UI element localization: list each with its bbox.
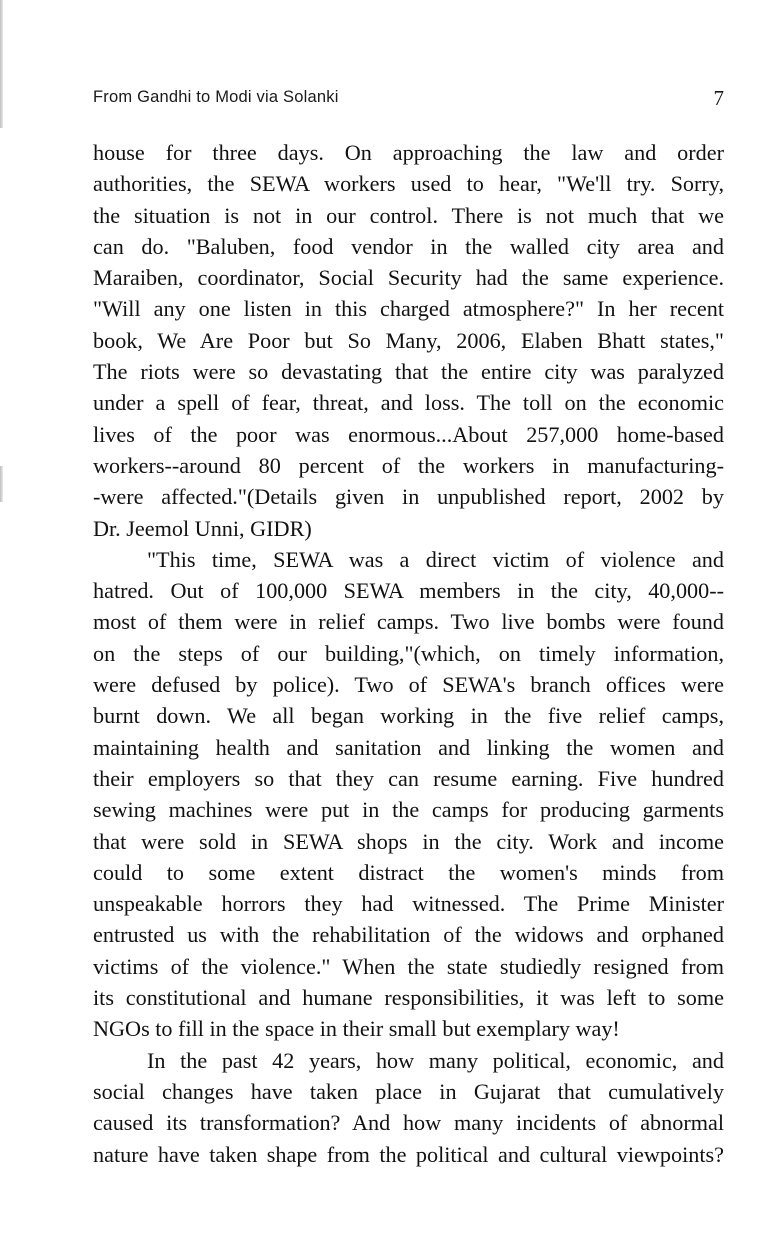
text-line: most of them were in relief camps. Two live bombs were found — [93, 609, 724, 635]
text-line: maintaining health and sanitation and linking the women and — [93, 734, 724, 760]
text-line: house for three days. On approaching the law and order — [93, 140, 724, 165]
text-line: victims of the violence." When the state studiedly resigned from — [93, 953, 724, 979]
text-line: burnt down. We all began working in the five relief camps, — [93, 703, 724, 729]
paragraph-3 — [93, 1045, 724, 1170]
text-line: can do. "Baluben, food vendor in the walled city area and — [93, 233, 724, 259]
text-line: workers--around 80 percent of the workers in manufacturing- — [93, 452, 724, 478]
text-line: the situation is not in our control. There is not much that we — [93, 202, 724, 228]
paragraph-2 — [93, 544, 724, 1045]
text-line: on the steps of our building,"(which, on timely information, — [93, 640, 724, 666]
text-line: unspeakable horrors they had witnessed. The Prime Minister — [93, 891, 724, 917]
text-line: that were sold in SEWA shops in the city. Work and income — [93, 828, 724, 854]
text-line: The riots were so devastating that the entire city was paralyzed — [93, 359, 724, 385]
page-edge-shadow-top — [0, 0, 3, 128]
text-line: were defused by police). Two of SEWA's branch offices were — [93, 672, 724, 698]
text-line: could to some extent distract the women's minds from — [93, 859, 724, 885]
text-line: hatred. Out of 100,000 SEWA members in the city, 40,000-- — [93, 578, 724, 604]
text-line: -were affected."(Details given in unpublished report, 2002 by — [93, 484, 724, 510]
text-line: Maraiben, coordinator, Social Security had the same experience. — [93, 265, 724, 291]
text-line: lives of the poor was enormous...About 257,000 home-based — [93, 421, 724, 447]
text-line: their employers so that they can resume earning. Five hundred — [93, 765, 724, 791]
text-line: "Will any one listen in this charged atmosphere?" In her recent — [93, 296, 724, 322]
text-line: authorities, the SEWA workers used to hear, "We'll try. Sorry, — [93, 171, 724, 197]
paragraph-1 — [93, 137, 724, 544]
text-line: "This time, SEWA was a direct victim of violence and — [147, 546, 724, 572]
running-header — [93, 88, 724, 112]
text-line: caused its transformation? And how many incidents of abnormal — [93, 1110, 724, 1136]
text-line: social changes have taken place in Gujarat that cumulatively — [93, 1078, 724, 1104]
text-line: its constitutional and humane responsibilities, it was left to some — [93, 985, 724, 1011]
text-line: Dr. Jeemol Unni, GIDR) — [93, 515, 312, 541]
text-line: under a spell of fear, threat, and loss. The toll on the economic — [93, 390, 724, 416]
page-number: 7 — [713, 86, 724, 110]
text-line: NGOs to fill in the space in their small but exemplary way! — [93, 1016, 620, 1042]
text-line: In the past 42 years, how many political, economic, and — [147, 1047, 724, 1073]
text-line: entrusted us with the rehabilitation of the widows and orphaned — [93, 922, 724, 948]
text-line: sewing machines were put in the camps for producing garments — [93, 797, 724, 823]
text-line: book, We Are Poor but So Many, 2006, Elaben Bhatt states," — [93, 327, 724, 353]
text-line: nature have taken shape from the political and cultural viewpoints? — [93, 1141, 724, 1167]
running-title: From Gandhi to Modi via Solanki — [93, 88, 339, 106]
body-text — [93, 137, 724, 1170]
page-edge-shadow-middle — [0, 466, 3, 502]
